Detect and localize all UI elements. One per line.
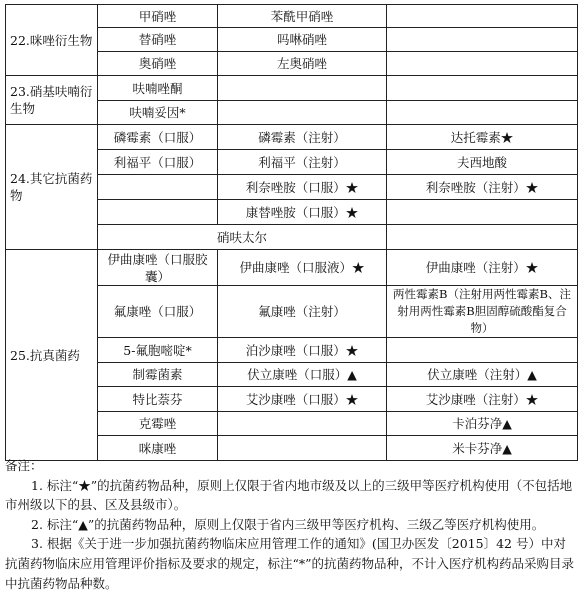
table-cell xyxy=(98,175,218,200)
table-row xyxy=(6,250,578,286)
category-cell: 23.硝基呋喃衍生物 xyxy=(6,76,98,125)
table-cell: 伊曲康唑（口服胶囊） xyxy=(98,250,218,286)
table-cell: 康替唑胺（口服）★ xyxy=(218,200,387,225)
table-cell: 吗啉硝唑 xyxy=(218,28,387,52)
table-cell: 艾沙康唑（注射）★ xyxy=(387,387,578,412)
table-cell: 硝呋太尔 xyxy=(98,225,387,250)
table-cell: 伊曲康唑（注射）★ xyxy=(387,250,578,286)
table-cell: 伏立康唑（注射）▲ xyxy=(387,363,578,387)
table-row xyxy=(6,125,578,150)
category-cell: 25.抗真菌药 xyxy=(6,250,98,461)
table-cell: 艾沙康唑（口服）★ xyxy=(218,387,387,412)
table-cell: 替硝唑 xyxy=(98,28,218,52)
table-row xyxy=(6,5,578,28)
table-cell xyxy=(387,225,578,250)
table-cell: 利福平（口服） xyxy=(98,150,218,175)
table-cell: 两性霉素B（注射用两性霉素B、注射用两性霉素B胆固醇硫酸酯复合物） xyxy=(387,286,578,338)
table-cell xyxy=(387,76,578,101)
category-cell: 24.其它抗菌药物 xyxy=(6,125,98,250)
table-cell: 氟康唑（注射） xyxy=(218,286,387,338)
table-cell: 制霉菌素 xyxy=(98,363,218,387)
table-cell: 磷霉素（注射） xyxy=(218,125,387,150)
table-cell: 甲硝唑 xyxy=(98,5,218,28)
table-cell: 奥硝唑 xyxy=(98,52,218,76)
table-cell xyxy=(387,101,578,125)
table-cell xyxy=(218,76,387,101)
table-cell: 左奥硝唑 xyxy=(218,52,387,76)
table-cell: 米卡芬净▲ xyxy=(387,436,578,461)
table-cell: 苯酰甲硝唑 xyxy=(218,5,387,28)
note-2: 2. 标注“▲”的抗菌药物品种，原则上仅限于省内三级甲等医疗机构、三级乙等医疗机构使用。 xyxy=(31,516,545,532)
table-cell xyxy=(387,200,578,225)
note-3: 3. 根据《关于进一步加强抗菌药物临床应用管理工作的通知》(国卫办医发〔2015〕42 号）中对抗菌药物临床应用管理评价指标及要求的规定，标注“*”的抗菌药物品种，不计入医疗机构药品采购目录中抗菌药物品种数。 xyxy=(5,536,575,591)
notes-header: 备注： xyxy=(5,458,43,473)
table-cell: 呋喃唑酮 xyxy=(98,76,218,101)
table-cell: 达托霉素★ xyxy=(387,125,578,150)
table-cell: 呋喃妥因* xyxy=(98,101,218,125)
table-cell xyxy=(387,52,578,76)
notes-section xyxy=(5,456,577,593)
table-cell: 咪康唑 xyxy=(98,436,218,461)
table-cell: 特比萘芬 xyxy=(98,387,218,412)
table-cell xyxy=(387,338,578,363)
table-cell: 5-氟胞嘧啶* xyxy=(98,338,218,363)
antibiotic-table xyxy=(5,4,578,461)
table-cell xyxy=(98,200,218,225)
table-cell: 利福平（注射） xyxy=(218,150,387,175)
note-1: 1. 标注“★”的抗菌药物品种，原则上仅限于省内地市级及以上的三级甲等医疗机构使用（不包括地市州级以下的县、区及县级市）。 xyxy=(5,477,573,513)
category-cell: 22.咪唑衍生物 xyxy=(6,5,98,76)
table-cell: 伊曲康唑（口服液）★ xyxy=(218,250,387,286)
table-cell: 夫西地酸 xyxy=(387,150,578,175)
table-cell: 利奈唑胺（注射）★ xyxy=(387,175,578,200)
table-cell xyxy=(218,412,387,436)
table-cell xyxy=(387,28,578,52)
table-cell: 克霉唑 xyxy=(98,412,218,436)
table-cell: 氟康唑（口服） xyxy=(98,286,218,338)
table-cell xyxy=(387,5,578,28)
table-cell: 卡泊芬净▲ xyxy=(387,412,578,436)
table-cell xyxy=(218,101,387,125)
table-cell: 磷霉素（口服） xyxy=(98,125,218,150)
table-row xyxy=(6,76,578,101)
table-cell: 利奈唑胺（口服）★ xyxy=(218,175,387,200)
table-cell: 泊沙康唑（口服）★ xyxy=(218,338,387,363)
table-cell: 伏立康唑（口服）▲ xyxy=(218,363,387,387)
